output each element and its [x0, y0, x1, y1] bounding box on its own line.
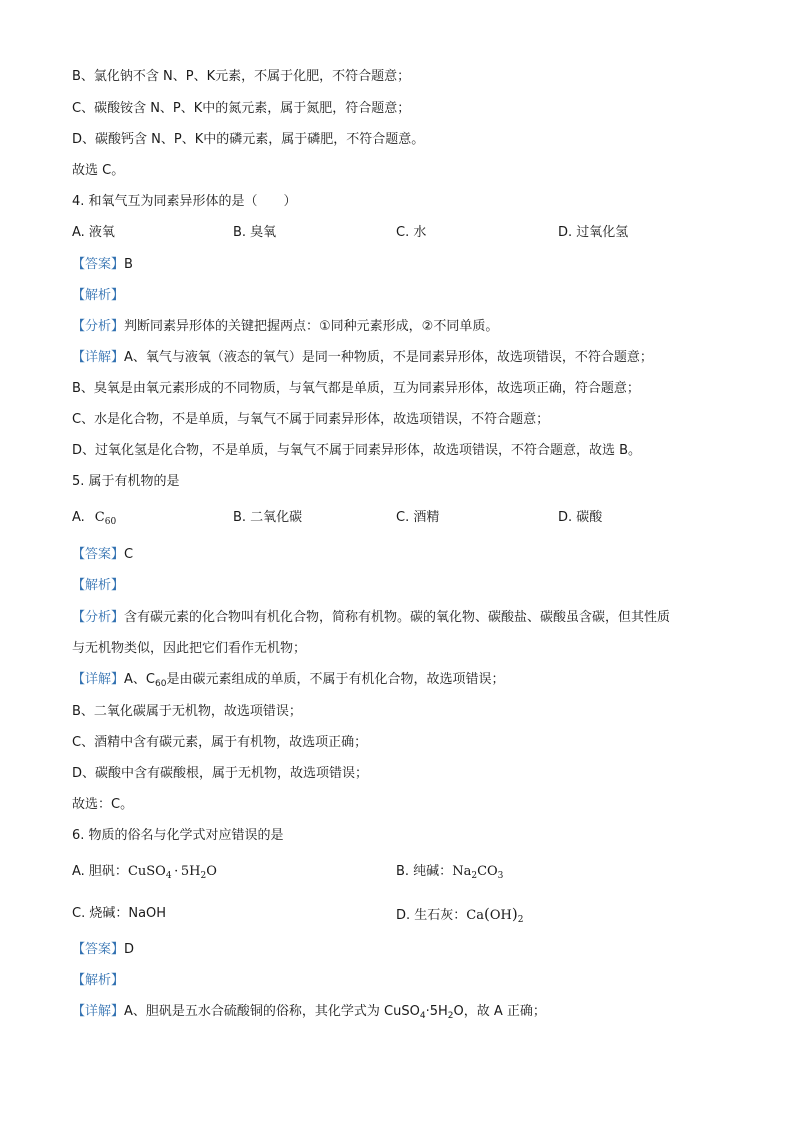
- q3-option-b-explanation: B、氯化钠不含 N、P、K元素，不属于化肥，不符合题意；: [72, 69, 411, 84]
- answer-tag: 【答案】: [72, 547, 125, 562]
- na2co3-formula: $Na_2CO_3$: [452, 864, 504, 881]
- fenxi-text: 判断同素异形体的关键把握两点：①同种元素形成，②不同单质。: [124, 319, 499, 334]
- q5-option-c: C. 酒精: [396, 510, 440, 525]
- xiangjie-tag: 【详解】: [72, 1004, 125, 1019]
- q4-xiangjie-d: D、过氧化氢是化合物，不是单质，与氧气不属于同素异形体，故选项错误，不符合题意，故选 B。: [72, 443, 642, 458]
- subscript-2: 2: [447, 1011, 454, 1021]
- analysis-tag: 【解析】: [72, 578, 125, 593]
- q5-xiangjie-c: C、酒精中含有碳元素，属于有机物，故选项正确；: [72, 735, 368, 750]
- q5-option-b: B. 二氧化碳: [233, 510, 303, 525]
- option-a-label: A. 胆矾：: [72, 864, 128, 879]
- q5-conclusion: 故选：C。: [72, 797, 134, 812]
- fenxi-tag: 【分析】: [72, 610, 125, 625]
- q4-xiangjie-b: B、臭氧是由氧元素形成的不同物质，与氧气都是单质，互为同素异形体，故选项正确，符合题意；: [72, 381, 640, 396]
- q5-option-d: D. 碳酸: [558, 510, 603, 525]
- q5-analysis-heading: [72, 576, 124, 596]
- q3-option-c-explanation: C、碳酸铵含 N、P、K中的氮元素，属于氮肥，符合题意；: [72, 101, 411, 116]
- xiangjie-pre: A、C: [124, 672, 155, 687]
- q4-answer: [72, 255, 133, 275]
- answer-value: D: [124, 942, 135, 957]
- q5-option-a: [72, 508, 116, 528]
- q6-option-d: [396, 904, 523, 926]
- q4-option-d: D. 过氧化氢: [558, 225, 629, 240]
- analysis-tag: 【解析】: [72, 288, 125, 303]
- q5-answer: [72, 545, 133, 565]
- xiangjie-post: O，故 A 正确；: [453, 1004, 546, 1019]
- fenxi-text: 含有碳元素的化合物叫有机化合物，简称有机物。碳的氧化物、碳酸盐、碳酸虽含碳，但其性质: [124, 610, 671, 625]
- q6-option-a: [72, 862, 217, 882]
- option-d-label: D. 生石灰：: [396, 908, 467, 923]
- q4-xiangjie-a: [72, 348, 653, 368]
- answer-tag: 【答案】: [72, 942, 125, 957]
- c60-subscript: 60: [104, 517, 117, 527]
- analysis-tag: 【解析】: [72, 973, 125, 988]
- q4-stem: 4. 和氧气互为同素异形体的是（ ）: [72, 194, 297, 209]
- q5-xiangjie-d: D、碳酸中含有碳酸根，属于无机物，故选项错误；: [72, 766, 369, 781]
- xiangjie-tag: 【详解】: [72, 672, 125, 687]
- cuso4-formula: CuSO$_4$ · $5H_2O$: [127, 864, 217, 881]
- q4-option-a: A. 液氧: [72, 225, 115, 240]
- answer-value: C: [124, 547, 134, 562]
- q6-option-c: C. 烧碱：NaOH: [72, 906, 167, 921]
- q3-option-d-explanation: D、碳酸钙含 N、P、K中的磷元素，属于磷肥，不符合题意。: [72, 132, 425, 147]
- q5-xiangjie-a: [72, 670, 504, 690]
- xiangjie-text: A、氧气与液氧（液态的氧气）是同一种物质，不是同素异形体，故选项错误，不符合题意；: [124, 350, 653, 365]
- q4-analysis-heading: [72, 286, 124, 306]
- q3-conclusion: 故选 C。: [72, 163, 125, 178]
- q5-stem: 5. 属于有机物的是: [72, 474, 180, 489]
- q6-answer: [72, 940, 134, 960]
- q4-fenxi: [72, 317, 498, 337]
- q4-xiangjie-c: C、水是化合物，不是单质，与氧气不属于同素异形体，故选项错误，不符合题意；: [72, 412, 550, 427]
- xiangjie-tag: 【详解】: [72, 350, 125, 365]
- subscript-4: 4: [419, 1011, 426, 1021]
- q6-option-b: [396, 862, 503, 882]
- answer-value: B: [124, 257, 133, 272]
- xiangjie-mid: ·5H: [425, 1004, 448, 1019]
- q6-stem: 6. 物质的俗名与化学式对应错误的是: [72, 828, 284, 843]
- c60-subscript: 60: [155, 679, 167, 689]
- c60-formula: C: [94, 510, 105, 525]
- xiangjie-pre: A、胆矾是五水合硫酸铜的俗称，其化学式为 CuSO: [124, 1004, 420, 1019]
- answer-tag: 【答案】: [72, 257, 125, 272]
- caoh2-formula: $Ca(OH)_2$: [466, 905, 524, 925]
- q5-fenxi-line2: 与无机物类似，因此把它们看作无机物；: [72, 641, 307, 656]
- q6-xiangjie-a: [72, 1002, 546, 1022]
- q6-analysis-heading: [72, 971, 124, 991]
- option-a-prefix: A.: [72, 510, 85, 525]
- q5-xiangjie-b: B、二氧化碳属于无机物，故选项错误；: [72, 704, 302, 719]
- q4-option-c: C. 水: [396, 225, 427, 240]
- q4-option-b: B. 臭氧: [233, 225, 277, 240]
- q5-fenxi-line1: [72, 608, 670, 628]
- xiangjie-post: 是由碳元素组成的单质，不属于有机化合物，故选项错误；: [166, 672, 505, 687]
- fenxi-tag: 【分析】: [72, 319, 125, 334]
- option-b-label: B. 纯碱：: [396, 864, 453, 879]
